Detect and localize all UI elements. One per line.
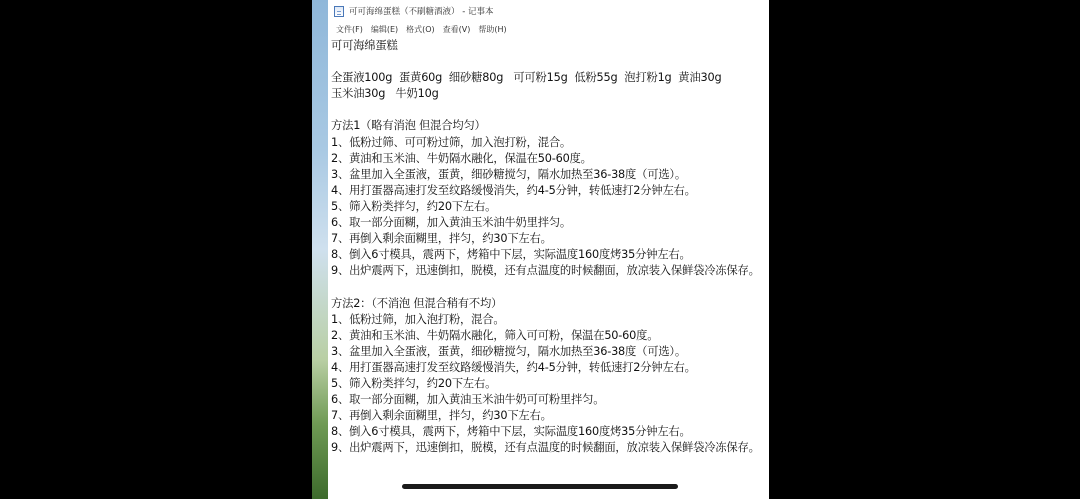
menu-view[interactable]: 查看(V) bbox=[442, 25, 471, 34]
text-line: 7、再倒入剩余面糊里，拌匀，约30下左右。 bbox=[331, 409, 552, 423]
text-line: 玉米油30g 牛奶10g bbox=[331, 87, 439, 101]
text-line: 5、筛入粉类拌匀，约20下左右。 bbox=[331, 199, 497, 213]
notepad-icon bbox=[334, 6, 344, 17]
text-editor-area[interactable] bbox=[328, 37, 769, 456]
text-line: 可可海绵蛋糕 bbox=[331, 39, 398, 52]
title-bar[interactable] bbox=[328, 0, 769, 22]
text-line: 2、黄油和玉米油、牛奶隔水融化，筛入可可粉，保温在50-60度。 bbox=[331, 328, 659, 342]
text-line: 全蛋液100g 蛋黄60g 细砂糖80g 可可粉15g 低粉55g 泡打粉1g 黄油30g bbox=[331, 71, 722, 85]
menu-file[interactable]: 文件(F) bbox=[336, 25, 363, 34]
text-line: 1、低粉过筛、可可粉过筛，加入泡打粉，混合。 bbox=[331, 135, 572, 149]
text-line: 1、低粉过筛，加入泡打粉，混合。 bbox=[331, 312, 505, 326]
text-line: 方法2：（不消泡 但混合稍有不均） bbox=[331, 296, 503, 310]
text-line bbox=[331, 54, 769, 70]
text-line: 5、筛入粉类拌匀，约20下左右。 bbox=[331, 376, 497, 390]
text-line: 9、出炉震两下，迅速倒扣，脱模，还有点温度的时候翻面，放凉装入保鲜袋冷冻保存。 bbox=[331, 264, 760, 278]
text-line: 8、倒入6寸模具，震两下，烤箱中下层，实际温度160度烤35分钟左右。 bbox=[331, 248, 691, 262]
text-line bbox=[331, 102, 769, 118]
menu-bar bbox=[328, 22, 769, 37]
home-indicator[interactable] bbox=[402, 484, 678, 489]
screen bbox=[312, 0, 769, 499]
text-line: 2、黄油和玉米油、牛奶隔水融化，保温在50-60度。 bbox=[331, 151, 592, 165]
notepad-window bbox=[328, 0, 769, 499]
text-line: 4、用打蛋器高速打发至纹路缓慢消失，约4-5分钟，转低速打2分钟左右。 bbox=[331, 360, 696, 374]
menu-edit[interactable]: 编辑(E) bbox=[370, 25, 399, 34]
text-line: 6、取一部分面糊，加入黄油玉米油牛奶里拌匀。 bbox=[331, 216, 572, 230]
text-line: 3、盆里加入全蛋液，蛋黄，细砂糖搅匀，隔水加热至36-38度（可选）。 bbox=[331, 344, 686, 358]
desktop-wallpaper bbox=[312, 0, 328, 499]
text-line: 8、倒入6寸模具，震两下，烤箱中下层，实际温度160度烤35分钟左右。 bbox=[331, 425, 691, 439]
text-line: 6、取一部分面糊，加入黄油玉米油牛奶可可粉里拌匀。 bbox=[331, 393, 605, 407]
window-title: 可可海绵蛋糕（不刷糖酒液） - 记事本 bbox=[349, 7, 494, 17]
menu-format[interactable]: 格式(O) bbox=[406, 25, 435, 34]
text-line: 9、出炉震两下，迅速倒扣，脱模，还有点温度的时候翻面，放凉装入保鲜袋冷冻保存。 bbox=[331, 441, 760, 455]
text-line: 4、用打蛋器高速打发至纹路缓慢消失，约4-5分钟，转低速打2分钟左右。 bbox=[331, 183, 696, 197]
menu-help[interactable]: 帮助(H) bbox=[478, 25, 507, 34]
text-line: 7、再倒入剩余面糊里，拌匀，约30下左右。 bbox=[331, 232, 552, 246]
text-line: 3、盆里加入全蛋液，蛋黄，细砂糖搅匀，隔水加热至36-38度（可选）。 bbox=[331, 167, 686, 181]
text-line bbox=[331, 279, 769, 295]
text-line: 方法1（略有消泡 但混合均匀） bbox=[331, 119, 486, 133]
